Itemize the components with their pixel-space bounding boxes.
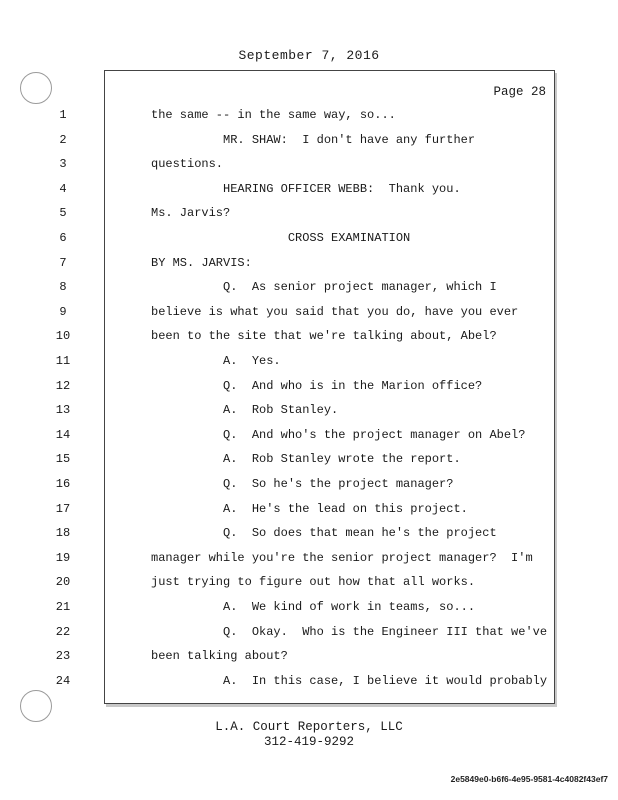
transcript-line	[59, 205, 554, 230]
transcript-line	[55, 378, 554, 403]
line-text: Q. And who's the project manager on Abel?	[151, 427, 526, 442]
line-number: 7	[59, 255, 67, 270]
footer-phone: 312-419-9292	[263, 735, 354, 749]
line-text: Ms. Jarvis?	[151, 206, 231, 221]
line-text: A. Yes.	[151, 354, 281, 368]
line-text: the same -- in the same way, so...	[151, 108, 396, 122]
line-number: 21	[55, 600, 71, 614]
line-text: CROSS EXAMINATION	[151, 231, 411, 245]
transcript-line	[59, 132, 554, 157]
line-text: just trying to figure out how that all works.	[151, 575, 476, 590]
line-number: 12	[55, 378, 71, 393]
line-number: 3	[59, 157, 67, 172]
line-text: Q. As senior project manager, which I	[151, 280, 497, 295]
transcript-line	[55, 476, 554, 501]
transcript-line	[59, 255, 554, 280]
transcript-line	[55, 451, 554, 476]
line-text: Q. And who is in the Marion office?	[151, 378, 483, 393]
line-number: 11	[55, 354, 71, 368]
transcript-line	[55, 574, 554, 599]
line-text: MR. SHAW: I don't have any further	[151, 132, 476, 147]
line-number: 23	[55, 649, 71, 664]
line-number: 4	[59, 181, 67, 196]
line-number: 5	[59, 206, 67, 221]
transcript-line	[55, 624, 554, 649]
transcript-line	[59, 181, 554, 206]
header-date: September 7, 2016	[238, 48, 380, 63]
line-text: A. In this case, I believe it would probably	[151, 673, 548, 688]
transcript-page-frame	[55, 70, 555, 704]
line-text: Q. So does that mean he's the project	[151, 526, 497, 541]
transcript-line	[55, 673, 554, 698]
transcript-line	[59, 107, 554, 132]
line-text: A. He's the lead on this project.	[151, 501, 468, 516]
line-text: A. We kind of work in teams, so...	[151, 600, 476, 614]
punch-hole-bottom	[20, 690, 52, 722]
transcript-line	[55, 525, 554, 550]
line-number: 2	[59, 132, 67, 147]
line-number: 15	[55, 452, 71, 467]
line-text: BY MS. JARVIS:	[151, 255, 252, 270]
transcript-line	[59, 230, 554, 255]
punch-hole-top	[20, 72, 52, 104]
transcript-line	[55, 402, 554, 427]
line-number: 16	[55, 477, 71, 491]
line-number: 13	[55, 403, 71, 418]
transcript-line	[59, 156, 554, 181]
transcript-line	[59, 279, 554, 304]
line-text: Q. Okay. Who is the Engineer III that we've	[151, 624, 548, 639]
line-text: been talking about?	[151, 649, 288, 664]
line-number: 14	[55, 427, 71, 442]
line-text: questions.	[151, 157, 224, 172]
line-number: 1	[59, 108, 67, 122]
transcript-line	[55, 501, 554, 526]
transcript-line	[55, 550, 554, 575]
transcript-line	[55, 427, 554, 452]
line-number: 19	[55, 550, 71, 565]
transcript-line	[59, 304, 554, 329]
line-number: 20	[55, 575, 71, 590]
line-text: A. Rob Stanley.	[151, 403, 339, 418]
line-number: 17	[55, 501, 71, 516]
line-number: 9	[59, 304, 67, 319]
line-number: 22	[55, 624, 71, 639]
line-number: 24	[55, 673, 71, 688]
transcript-line	[55, 353, 554, 378]
transcript-line	[55, 648, 554, 673]
line-number: 6	[59, 231, 67, 245]
transcript-line	[55, 328, 554, 353]
line-number: 8	[59, 280, 67, 295]
line-text: A. Rob Stanley wrote the report.	[151, 452, 461, 467]
footer-company: L.A. Court Reporters, LLC	[215, 720, 403, 734]
transcript-line	[55, 599, 554, 624]
line-text: HEARING OFFICER WEBB: Thank you.	[151, 181, 461, 196]
document-id: 2e5849e0-b6f6-4e95-9581-4c4082f43ef7	[450, 774, 608, 784]
line-number: 18	[55, 526, 71, 541]
line-text: been to the site that we're talking about, Abel?	[151, 329, 497, 344]
line-text: manager while you're the senior project manager? I'm	[151, 550, 533, 565]
line-text: believe is what you said that you do, have you ever	[151, 304, 519, 319]
line-text: Q. So he's the project manager?	[151, 477, 454, 491]
footer	[0, 720, 618, 750]
page-number: Page 28	[493, 85, 546, 99]
line-number: 10	[55, 329, 71, 344]
